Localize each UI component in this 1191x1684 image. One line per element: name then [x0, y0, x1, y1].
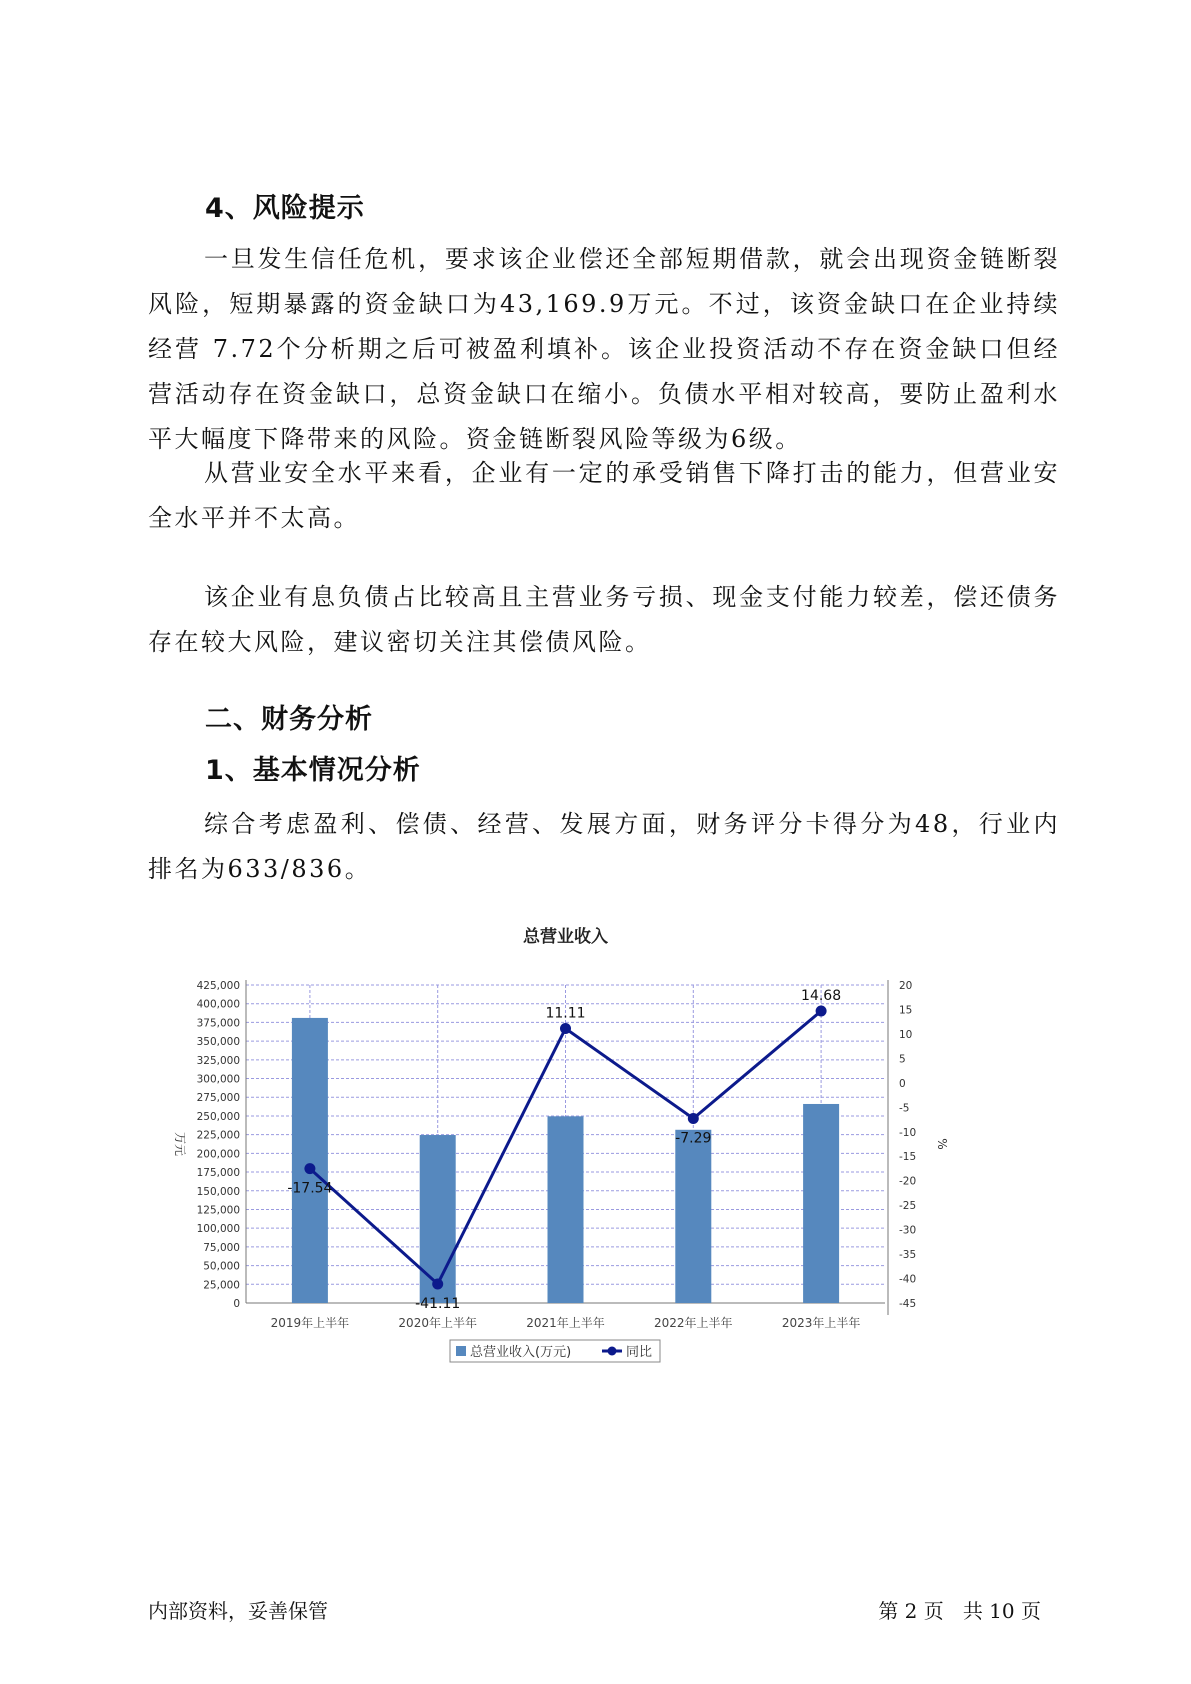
legend-swatch-point	[608, 1347, 617, 1356]
revenue-chart	[160, 915, 1000, 1395]
y-tick-label: 0	[233, 1298, 240, 1310]
risk-paragraph-3: 该企业有息负债占比较高且主营业务亏损、现金支付能力较差，偿还债务存在较大风险，建议密切关注其偿债风险。	[148, 583, 1060, 656]
x-tick-label: 2020年上半年	[398, 1316, 477, 1330]
y2-axis-label: %	[935, 1138, 949, 1150]
y-tick-label: 325,000	[196, 1054, 240, 1067]
footer-page-number: 第 2 页 共 10 页	[878, 1599, 1041, 1623]
revenue-bar	[420, 1135, 456, 1303]
revenue-bar	[548, 1116, 584, 1303]
y-tick-label: 50,000	[203, 1260, 240, 1273]
y-tick-label: 400,000	[196, 998, 240, 1011]
y-tick-label: 150,000	[196, 1185, 240, 1198]
basic-paragraph: 综合考虑盈利、偿债、经营、发展方面，财务评分卡得分为48，行业内排名为633/836。	[148, 810, 1060, 883]
footer-confidential-note: 内部资料，妥善保管	[148, 1599, 328, 1623]
y-tick-label: 375,000	[196, 1017, 240, 1030]
section-heading-finance: 二、财务分析	[205, 704, 373, 735]
yoy-point	[816, 1006, 827, 1017]
y-tick-label: 175,000	[196, 1167, 240, 1180]
yoy-point	[304, 1163, 315, 1174]
y2-tick-label: -5	[899, 1102, 910, 1115]
legend-label-revenue: 总营业收入(万元)	[470, 1345, 572, 1360]
y-tick-label: 275,000	[196, 1092, 240, 1105]
y-axis-label: 万元	[173, 1131, 187, 1157]
chart-title: 总营业收入	[523, 927, 608, 947]
yoy-point	[688, 1113, 699, 1124]
y2-tick-label: -45	[899, 1298, 917, 1310]
y2-tick-label: -35	[899, 1249, 917, 1262]
y-tick-label: 100,000	[196, 1223, 240, 1236]
risk-paragraph-2: 从营业安全水平来看，企业有一定的承受销售下降打击的能力，但营业安全水平并不太高。	[148, 459, 1060, 532]
y2-tick-label: -30	[899, 1224, 917, 1237]
revenue-bar	[803, 1104, 839, 1303]
y2-tick-label: -40	[899, 1273, 917, 1286]
y-tick-label: 125,000	[196, 1204, 240, 1217]
yoy-data-label: -7.29	[675, 1130, 712, 1147]
y-tick-label: 300,000	[196, 1073, 240, 1086]
yoy-point	[560, 1023, 571, 1034]
revenue-bar	[675, 1130, 711, 1303]
x-tick-label: 2019年上半年	[270, 1316, 350, 1330]
section-heading-risk: 4、风险提示	[205, 193, 365, 224]
y2-tick-label: 0	[899, 1077, 906, 1090]
yoy-data-label: 14.68	[801, 988, 842, 1005]
y2-tick-label: 5	[899, 1053, 906, 1066]
y-tick-label: 200,000	[196, 1148, 240, 1161]
y-tick-label: 250,000	[196, 1110, 240, 1123]
x-tick-label: 2022年上半年	[654, 1316, 733, 1330]
legend-swatch-bar	[456, 1346, 466, 1356]
yoy-data-label: -41.11	[415, 1295, 461, 1312]
y-tick-label: 75,000	[203, 1241, 240, 1254]
y2-tick-label: -20	[899, 1175, 917, 1188]
y2-tick-label: -25	[899, 1200, 917, 1213]
risk-paragraph-1: 一旦发生信任危机，要求该企业偿还全部短期借款，就会出现资金链断裂风险，短期暴露的资金缺口为43,169.9万元。不过，该资金缺口在企业持续经营 7.72个分析期之后可被盈利填补。该企业投资活动不存在资金缺口但经营活动存在资金缺口，总资金缺口在缩小。负债水平相对较高，要防止盈利水平大幅度下降带来的风险。资金链断裂风险等级为6级。	[148, 245, 1060, 453]
revenue-chart-svg	[160, 915, 1000, 1395]
y-tick-label: 425,000	[196, 980, 240, 992]
y2-tick-label: -10	[899, 1126, 917, 1139]
y2-tick-label: 15	[899, 1004, 913, 1017]
yoy-data-label: 11.11	[545, 1005, 586, 1022]
x-tick-label: 2023年上半年	[781, 1316, 861, 1330]
revenue-bar	[292, 1018, 328, 1303]
y-tick-label: 25,000	[203, 1279, 240, 1292]
x-tick-label: 2021年上半年	[526, 1316, 605, 1330]
legend-label-yoy: 同比	[626, 1345, 653, 1360]
y-tick-label: 350,000	[196, 1036, 240, 1049]
y2-tick-label: -15	[899, 1151, 917, 1164]
y-tick-label: 225,000	[196, 1129, 240, 1142]
section-heading-basic: 1、基本情况分析	[205, 755, 421, 786]
y2-tick-label: 10	[899, 1028, 913, 1041]
y2-tick-label: 20	[899, 980, 913, 992]
yoy-point	[432, 1278, 443, 1289]
yoy-data-label: -17.54	[287, 1180, 333, 1197]
